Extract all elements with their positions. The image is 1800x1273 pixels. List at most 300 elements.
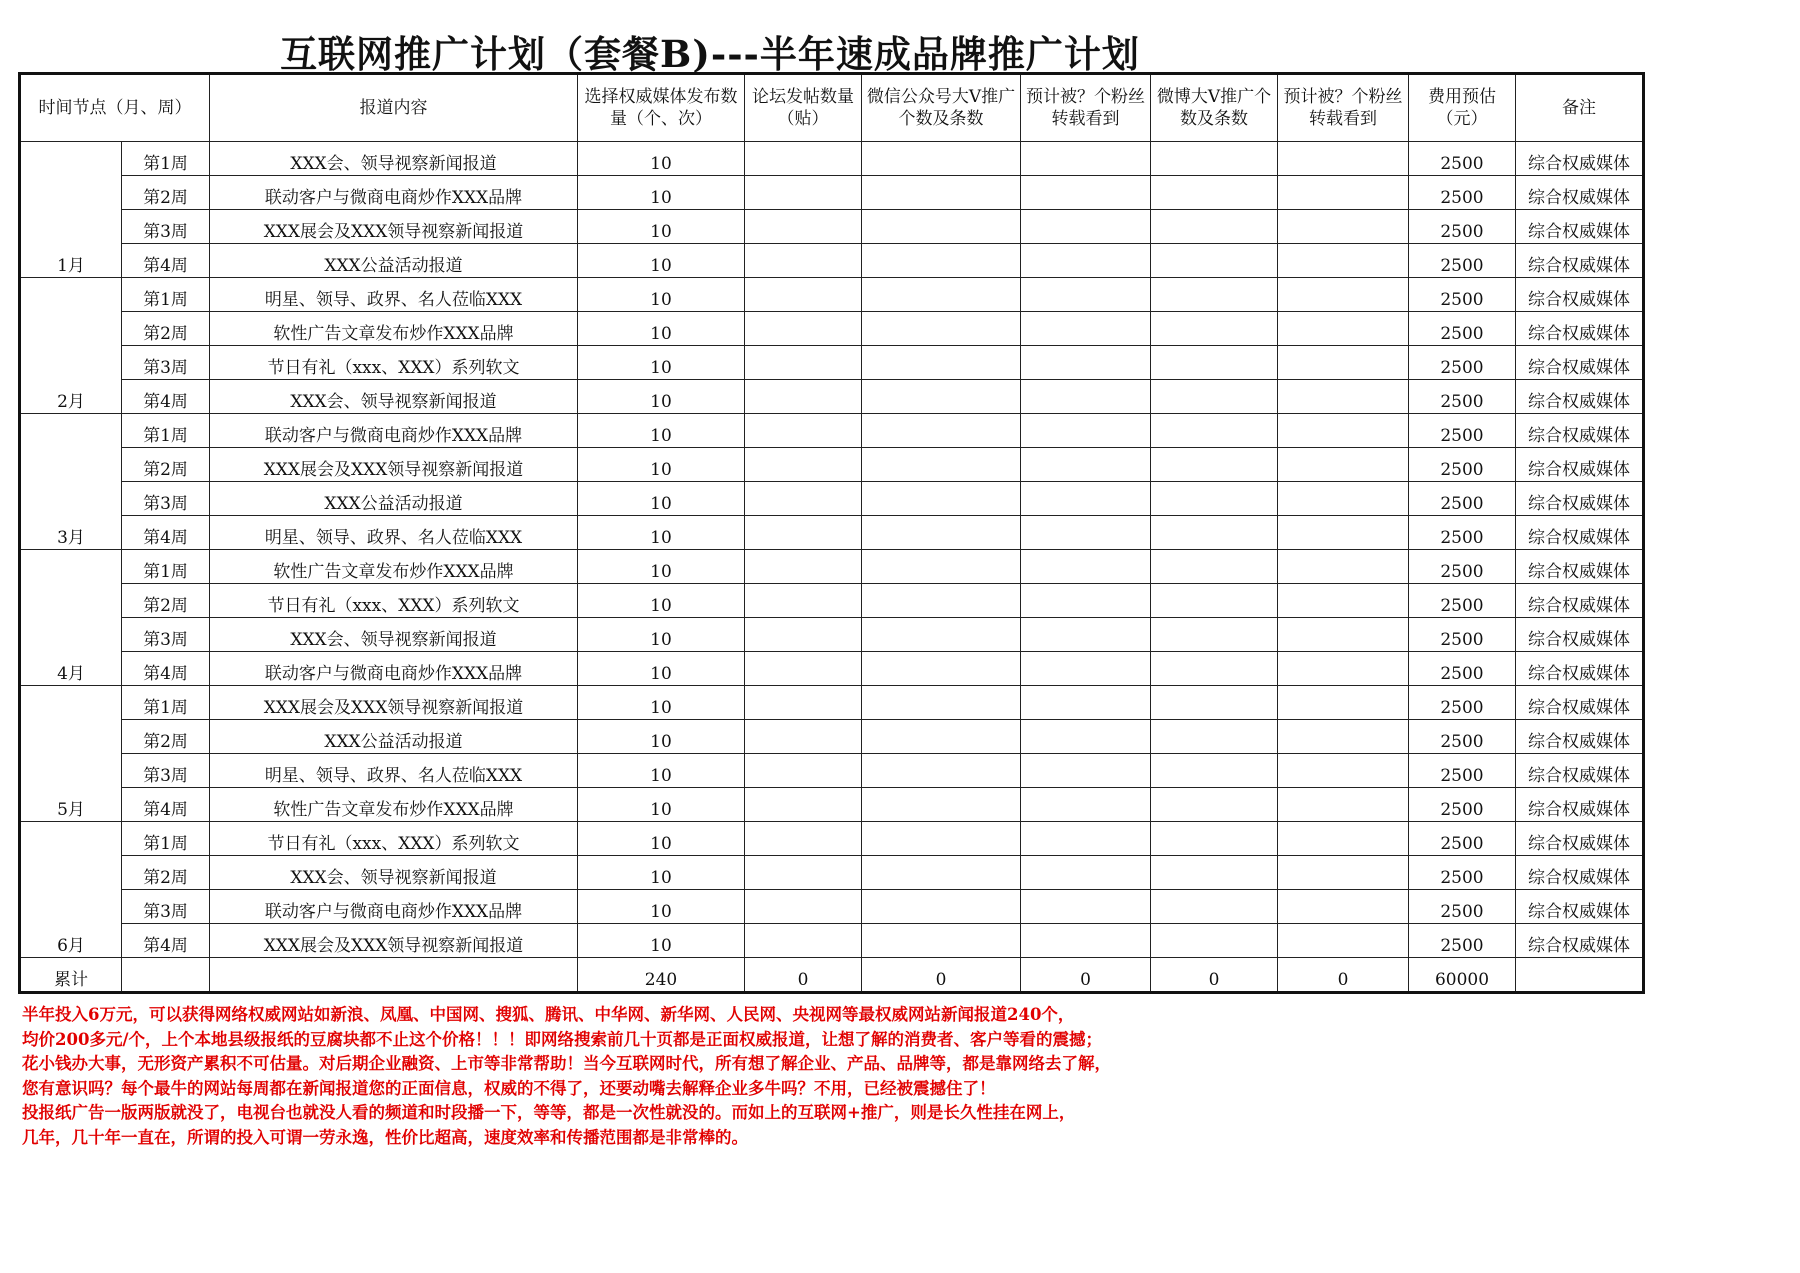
cost-cell: 2500 [1409, 686, 1516, 720]
wechat-cell [862, 822, 1021, 856]
total-cost: 60000 [1409, 958, 1516, 993]
forum-cell [745, 516, 862, 550]
week-cell: 第2周 [122, 176, 210, 210]
total-row [20, 958, 1644, 993]
header-cost: 费用预估（元） [1409, 74, 1516, 142]
header-row [20, 74, 1644, 142]
media-count-cell: 10 [578, 142, 745, 176]
cost-cell: 2500 [1409, 788, 1516, 822]
est-fans-2-cell [1278, 312, 1409, 346]
header-content: 报道内容 [210, 74, 578, 142]
forum-cell [745, 210, 862, 244]
weibo-cell [1151, 652, 1278, 686]
forum-cell [745, 176, 862, 210]
media-count-cell: 10 [578, 856, 745, 890]
est-fans-2-cell [1278, 924, 1409, 958]
week-cell: 第3周 [122, 618, 210, 652]
weibo-cell [1151, 142, 1278, 176]
week-cell: 第1周 [122, 414, 210, 448]
wechat-cell [862, 244, 1021, 278]
media-count-cell: 10 [578, 346, 745, 380]
week-cell: 第4周 [122, 516, 210, 550]
forum-cell [745, 448, 862, 482]
forum-cell [745, 312, 862, 346]
forum-cell [745, 686, 862, 720]
media-count-cell: 10 [578, 686, 745, 720]
cost-cell: 2500 [1409, 482, 1516, 516]
forum-cell [745, 244, 862, 278]
content-cell: 节日有礼（xxx、XXX）系列软文 [210, 346, 578, 380]
header-time: 时间节点（月、周） [20, 74, 210, 142]
est-fans-2-cell [1278, 584, 1409, 618]
est-fans-2-cell [1278, 482, 1409, 516]
est-fans-2-cell [1278, 516, 1409, 550]
cost-cell: 2500 [1409, 346, 1516, 380]
table-row [20, 516, 1644, 550]
wechat-cell [862, 142, 1021, 176]
forum-cell [745, 414, 862, 448]
content-cell: 明星、领导、政界、名人莅临XXX [210, 278, 578, 312]
est-fans-2-cell [1278, 210, 1409, 244]
weibo-cell [1151, 312, 1278, 346]
weibo-cell [1151, 550, 1278, 584]
media-count-cell: 10 [578, 890, 745, 924]
total-wechat: 0 [862, 958, 1021, 993]
est-fans-2-cell [1278, 142, 1409, 176]
week-cell: 第2周 [122, 720, 210, 754]
weibo-cell [1151, 822, 1278, 856]
remark-cell: 综合权威媒体 [1516, 142, 1644, 176]
week-cell: 第3周 [122, 754, 210, 788]
est-fans-2-cell [1278, 414, 1409, 448]
wechat-cell [862, 210, 1021, 244]
table-row [20, 142, 1644, 176]
table-row [20, 448, 1644, 482]
forum-cell [745, 380, 862, 414]
week-cell: 第1周 [122, 550, 210, 584]
est-fans-2-cell [1278, 346, 1409, 380]
est-fans-2-cell [1278, 244, 1409, 278]
week-cell: 第2周 [122, 584, 210, 618]
table-row [20, 210, 1644, 244]
forum-cell [745, 142, 862, 176]
cost-cell: 2500 [1409, 244, 1516, 278]
est-fans-1-cell [1021, 584, 1151, 618]
remark-cell: 综合权威媒体 [1516, 244, 1644, 278]
content-cell: XXX会、领导视察新闻报道 [210, 142, 578, 176]
content-cell: XXX会、领导视察新闻报道 [210, 380, 578, 414]
est-fans-2-cell [1278, 788, 1409, 822]
weibo-cell [1151, 210, 1278, 244]
wechat-cell [862, 584, 1021, 618]
est-fans-1-cell [1021, 312, 1151, 346]
forum-cell [745, 754, 862, 788]
media-count-cell: 10 [578, 176, 745, 210]
est-fans-1-cell [1021, 244, 1151, 278]
week-cell: 第1周 [122, 822, 210, 856]
forum-cell [745, 822, 862, 856]
weibo-cell [1151, 686, 1278, 720]
wechat-cell [862, 924, 1021, 958]
est-fans-1-cell [1021, 788, 1151, 822]
table-row [20, 482, 1644, 516]
page-title: 互联网推广计划（套餐B)---半年速成品牌推广计划 [280, 32, 1140, 76]
week-cell: 第2周 [122, 856, 210, 890]
est-fans-2-cell [1278, 448, 1409, 482]
content-cell: 软性广告文章发布炒作XXX品牌 [210, 312, 578, 346]
note-line: 几年，几十年一直在，所谓的投入可谓一劳永逸，性价比超高，速度效率和传播范围都是非常棒的。 [22, 1127, 748, 1147]
remark-cell: 综合权威媒体 [1516, 210, 1644, 244]
content-cell: 联动客户与微商电商炒作XXX品牌 [210, 176, 578, 210]
wechat-cell [862, 754, 1021, 788]
table-row [20, 720, 1644, 754]
est-fans-2-cell [1278, 856, 1409, 890]
note-line: 投报纸广告一版两版就没了，电视台也就没人看的频道和时段播一下，等等，都是一次性就没的。而如上的互联网+推广，则是长久性挂在网上， [22, 1103, 1076, 1122]
est-fans-1-cell [1021, 652, 1151, 686]
media-count-cell: 10 [578, 482, 745, 516]
est-fans-1-cell [1021, 176, 1151, 210]
media-count-cell: 10 [578, 244, 745, 278]
wechat-cell [862, 176, 1021, 210]
est-fans-2-cell [1278, 686, 1409, 720]
total-est-fans-1: 0 [1021, 958, 1151, 993]
remark-cell: 综合权威媒体 [1516, 822, 1644, 856]
est-fans-1-cell [1021, 142, 1151, 176]
media-count-cell: 10 [578, 584, 745, 618]
week-cell: 第2周 [122, 448, 210, 482]
content-cell: XXX展会及XXX领导视察新闻报道 [210, 686, 578, 720]
weibo-cell [1151, 176, 1278, 210]
table-row [20, 822, 1644, 856]
cost-cell: 2500 [1409, 312, 1516, 346]
media-count-cell: 10 [578, 312, 745, 346]
cost-cell: 2500 [1409, 414, 1516, 448]
est-fans-1-cell [1021, 754, 1151, 788]
est-fans-1-cell [1021, 448, 1151, 482]
table-row [20, 652, 1644, 686]
remark-cell: 综合权威媒体 [1516, 550, 1644, 584]
weibo-cell [1151, 346, 1278, 380]
wechat-cell [862, 618, 1021, 652]
week-cell: 第3周 [122, 346, 210, 380]
forum-cell [745, 482, 862, 516]
week-cell: 第4周 [122, 652, 210, 686]
cost-cell: 2500 [1409, 210, 1516, 244]
remark-cell: 综合权威媒体 [1516, 924, 1644, 958]
wechat-cell [862, 686, 1021, 720]
week-cell: 第4周 [122, 924, 210, 958]
remark-cell: 综合权威媒体 [1516, 584, 1644, 618]
remark-cell: 综合权威媒体 [1516, 720, 1644, 754]
week-cell: 第3周 [122, 210, 210, 244]
media-count-cell: 10 [578, 550, 745, 584]
est-fans-2-cell [1278, 720, 1409, 754]
content-cell: 明星、领导、政界、名人莅临XXX [210, 516, 578, 550]
forum-cell [745, 788, 862, 822]
cost-cell: 2500 [1409, 584, 1516, 618]
est-fans-2-cell [1278, 890, 1409, 924]
table-row [20, 244, 1644, 278]
weibo-cell [1151, 754, 1278, 788]
table-row [20, 346, 1644, 380]
cost-cell: 2500 [1409, 448, 1516, 482]
remark-cell: 综合权威媒体 [1516, 278, 1644, 312]
header-est-fans-2: 预计被？个粉丝转载看到 [1278, 74, 1409, 142]
total-empty-remark [1516, 958, 1644, 993]
wechat-cell [862, 380, 1021, 414]
est-fans-1-cell [1021, 346, 1151, 380]
wechat-cell [862, 278, 1021, 312]
week-cell: 第2周 [122, 312, 210, 346]
wechat-cell [862, 890, 1021, 924]
table-row [20, 380, 1644, 414]
est-fans-1-cell [1021, 856, 1151, 890]
table-row [20, 788, 1644, 822]
month-cell: 6月 [20, 822, 122, 958]
weibo-cell [1151, 618, 1278, 652]
weibo-cell [1151, 414, 1278, 448]
est-fans-1-cell [1021, 414, 1151, 448]
content-cell: XXX展会及XXX领导视察新闻报道 [210, 448, 578, 482]
content-cell: XXX公益活动报道 [210, 720, 578, 754]
media-count-cell: 10 [578, 652, 745, 686]
cost-cell: 2500 [1409, 754, 1516, 788]
weibo-cell [1151, 584, 1278, 618]
month-cell: 4月 [20, 550, 122, 686]
weibo-cell [1151, 856, 1278, 890]
remark-cell: 综合权威媒体 [1516, 380, 1644, 414]
media-count-cell: 10 [578, 414, 745, 448]
weibo-cell [1151, 244, 1278, 278]
total-empty-content [210, 958, 578, 993]
remark-cell: 综合权威媒体 [1516, 482, 1644, 516]
weibo-cell [1151, 890, 1278, 924]
content-cell: 软性广告文章发布炒作XXX品牌 [210, 788, 578, 822]
forum-cell [745, 890, 862, 924]
table-row [20, 550, 1644, 584]
est-fans-2-cell [1278, 380, 1409, 414]
content-cell: XXX会、领导视察新闻报道 [210, 856, 578, 890]
week-cell: 第1周 [122, 278, 210, 312]
content-cell: XXX展会及XXX领导视察新闻报道 [210, 924, 578, 958]
cost-cell: 2500 [1409, 516, 1516, 550]
remark-cell: 综合权威媒体 [1516, 346, 1644, 380]
media-count-cell: 10 [578, 618, 745, 652]
est-fans-1-cell [1021, 618, 1151, 652]
total-label: 累计 [20, 958, 122, 993]
est-fans-1-cell [1021, 550, 1151, 584]
media-count-cell: 10 [578, 822, 745, 856]
content-cell: 节日有礼（xxx、XXX）系列软文 [210, 584, 578, 618]
header-est-fans-1: 预计被？个粉丝转载看到 [1021, 74, 1151, 142]
forum-cell [745, 924, 862, 958]
forum-cell [745, 584, 862, 618]
media-count-cell: 10 [578, 754, 745, 788]
table-row [20, 176, 1644, 210]
week-cell: 第3周 [122, 890, 210, 924]
cost-cell: 2500 [1409, 618, 1516, 652]
wechat-cell [862, 652, 1021, 686]
weibo-cell [1151, 720, 1278, 754]
est-fans-1-cell [1021, 822, 1151, 856]
media-count-cell: 10 [578, 210, 745, 244]
wechat-cell [862, 856, 1021, 890]
cost-cell: 2500 [1409, 176, 1516, 210]
wechat-cell [862, 312, 1021, 346]
table-row [20, 856, 1644, 890]
wechat-cell [862, 482, 1021, 516]
cost-cell: 2500 [1409, 142, 1516, 176]
wechat-cell [862, 788, 1021, 822]
remark-cell: 综合权威媒体 [1516, 618, 1644, 652]
content-cell: XXX公益活动报道 [210, 482, 578, 516]
weibo-cell [1151, 924, 1278, 958]
cost-cell: 2500 [1409, 380, 1516, 414]
cost-cell: 2500 [1409, 890, 1516, 924]
wechat-cell [862, 720, 1021, 754]
media-count-cell: 10 [578, 516, 745, 550]
cost-cell: 2500 [1409, 278, 1516, 312]
media-count-cell: 10 [578, 380, 745, 414]
note-line: 均价200多元/个，上个本地县级报纸的豆腐块都不止这个价格！！！即网络搜索前几十页都是正面权威报道，让想了解的消费者、客户等看的震撼； [22, 1029, 1102, 1049]
est-fans-2-cell [1278, 176, 1409, 210]
week-cell: 第4周 [122, 788, 210, 822]
remark-cell: 综合权威媒体 [1516, 686, 1644, 720]
est-fans-2-cell [1278, 278, 1409, 312]
header-media-count: 选择权威媒体发布数量（个、次） [578, 74, 745, 142]
forum-cell [745, 550, 862, 584]
month-cell: 5月 [20, 686, 122, 822]
cost-cell: 2500 [1409, 652, 1516, 686]
content-cell: 联动客户与微商电商炒作XXX品牌 [210, 652, 578, 686]
forum-cell [745, 346, 862, 380]
week-cell: 第1周 [122, 142, 210, 176]
cost-cell: 2500 [1409, 924, 1516, 958]
remark-cell: 综合权威媒体 [1516, 856, 1644, 890]
est-fans-2-cell [1278, 550, 1409, 584]
content-cell: XXX展会及XXX领导视察新闻报道 [210, 210, 578, 244]
est-fans-1-cell [1021, 686, 1151, 720]
remark-cell: 综合权威媒体 [1516, 312, 1644, 346]
est-fans-1-cell [1021, 482, 1151, 516]
note-line: 您有意识吗？每个最牛的网站每周都在新闻报道您的正面信息，权威的不得了，还要动嘴去解释企业多牛吗？不用，已经被震撼住了！ [22, 1078, 996, 1098]
content-cell: 节日有礼（xxx、XXX）系列软文 [210, 822, 578, 856]
header-weibo: 微博大V推广个数及条数 [1151, 74, 1278, 142]
table-row [20, 312, 1644, 346]
wechat-cell [862, 516, 1021, 550]
weibo-cell [1151, 278, 1278, 312]
header-wechat: 微信公众号大V推广个数及条数 [862, 74, 1021, 142]
note-line: 花小钱办大事，无形资产累积不可估量。对后期企业融资、上市等非常帮助！当今互联网时代，所有想了解企业、产品、品牌等，都是靠网络去了解， [22, 1054, 1111, 1073]
wechat-cell [862, 346, 1021, 380]
total-empty-week [122, 958, 210, 993]
est-fans-1-cell [1021, 720, 1151, 754]
media-count-cell: 10 [578, 278, 745, 312]
est-fans-2-cell [1278, 754, 1409, 788]
total-est-fans-2: 0 [1278, 958, 1409, 993]
forum-cell [745, 720, 862, 754]
wechat-cell [862, 448, 1021, 482]
weibo-cell [1151, 516, 1278, 550]
remark-cell: 综合权威媒体 [1516, 788, 1644, 822]
media-count-cell: 10 [578, 788, 745, 822]
week-cell: 第1周 [122, 686, 210, 720]
forum-cell [745, 652, 862, 686]
forum-cell [745, 856, 862, 890]
remark-cell: 综合权威媒体 [1516, 414, 1644, 448]
media-count-cell: 10 [578, 924, 745, 958]
forum-cell [745, 278, 862, 312]
est-fans-1-cell [1021, 210, 1151, 244]
weibo-cell [1151, 482, 1278, 516]
remark-cell: 综合权威媒体 [1516, 516, 1644, 550]
content-cell: 明星、领导、政界、名人莅临XXX [210, 754, 578, 788]
weibo-cell [1151, 788, 1278, 822]
month-cell: 1月 [20, 142, 122, 278]
est-fans-1-cell [1021, 890, 1151, 924]
total-forum: 0 [745, 958, 862, 993]
cost-cell: 2500 [1409, 720, 1516, 754]
remark-cell: 综合权威媒体 [1516, 448, 1644, 482]
weibo-cell [1151, 380, 1278, 414]
est-fans-2-cell [1278, 618, 1409, 652]
content-cell: 软性广告文章发布炒作XXX品牌 [210, 550, 578, 584]
est-fans-1-cell [1021, 516, 1151, 550]
week-cell: 第3周 [122, 482, 210, 516]
content-cell: XXX会、领导视察新闻报道 [210, 618, 578, 652]
weibo-cell [1151, 448, 1278, 482]
week-cell: 第4周 [122, 244, 210, 278]
wechat-cell [862, 414, 1021, 448]
table-row [20, 414, 1644, 448]
total-weibo: 0 [1151, 958, 1278, 993]
remark-cell: 综合权威媒体 [1516, 652, 1644, 686]
table-row [20, 618, 1644, 652]
content-cell: 联动客户与微商电商炒作XXX品牌 [210, 414, 578, 448]
week-cell: 第4周 [122, 380, 210, 414]
cost-cell: 2500 [1409, 822, 1516, 856]
remark-cell: 综合权威媒体 [1516, 890, 1644, 924]
est-fans-1-cell [1021, 924, 1151, 958]
total-media-count: 240 [578, 958, 745, 993]
content-cell: 联动客户与微商电商炒作XXX品牌 [210, 890, 578, 924]
note-line: 半年投入6万元，可以获得网络权威网站如新浪、凤凰、中国网、搜狐、腾讯、中华网、新华网、人民网、央视网等最权威网站新闻报道240个， [22, 1005, 1075, 1024]
est-fans-1-cell [1021, 278, 1151, 312]
table-row [20, 754, 1644, 788]
table-row [20, 686, 1644, 720]
media-count-cell: 10 [578, 720, 745, 754]
table-row [20, 924, 1644, 958]
media-count-cell: 10 [578, 448, 745, 482]
est-fans-2-cell [1278, 822, 1409, 856]
header-remark: 备注 [1516, 74, 1644, 142]
est-fans-2-cell [1278, 652, 1409, 686]
cost-cell: 2500 [1409, 856, 1516, 890]
remark-cell: 综合权威媒体 [1516, 176, 1644, 210]
header-forum: 论坛发帖数量（贴） [745, 74, 862, 142]
plan-table [18, 72, 1645, 994]
forum-cell [745, 618, 862, 652]
table-row [20, 278, 1644, 312]
wechat-cell [862, 550, 1021, 584]
content-cell: XXX公益活动报道 [210, 244, 578, 278]
table-row [20, 584, 1644, 618]
cost-cell: 2500 [1409, 550, 1516, 584]
remark-cell: 综合权威媒体 [1516, 754, 1644, 788]
table-row [20, 890, 1644, 924]
est-fans-1-cell [1021, 380, 1151, 414]
month-cell: 3月 [20, 414, 122, 550]
